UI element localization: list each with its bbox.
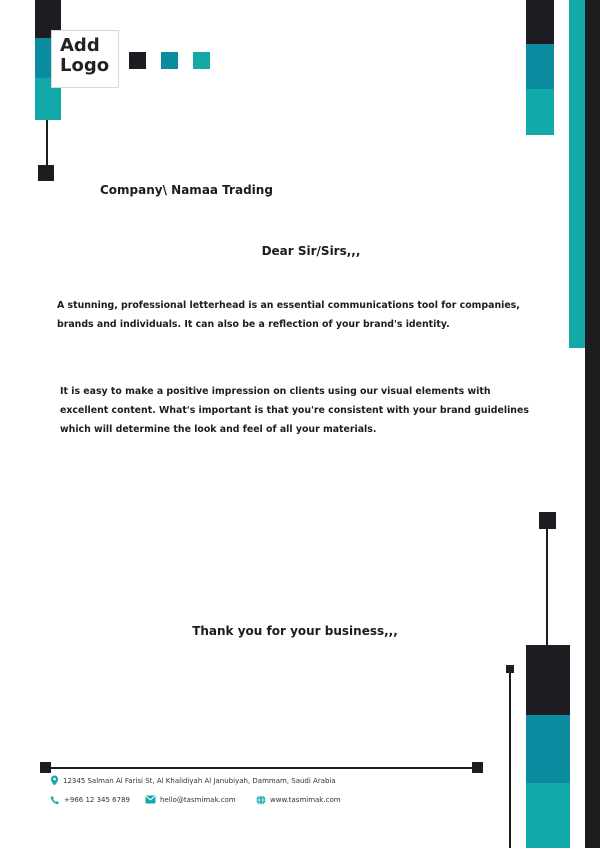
top-left-vertical-line [46,120,48,168]
top-right-teal-block [526,89,554,135]
phone-text: +966 12 345 6789 [64,796,130,804]
bottom-right-square [539,512,556,529]
header-square-blue [161,52,178,69]
body-paragraph-2: It is easy to make a positive impression on clients using our visual elements with excellent content. What's important is that you're consistent with your brand guidelines which will determine the look and feel of all your materials. [60,386,529,435]
address-text: 12345 Salman Al Farisi St, Al Khalidiyah Al Janubiyah, Dammam, Saudi Arabia [63,776,336,785]
logo-line-1: Add [60,35,100,56]
closing-line: Thank you for your business,,, [192,624,398,638]
footer-rule-left-square [40,762,51,773]
logo-line-2: Logo [60,55,110,76]
bottom-right-teal-block [526,783,570,848]
phone-icon [50,795,60,805]
phone-row [50,795,130,805]
company-name: Company\ Namaa Trading [100,183,273,197]
header-square-black [129,52,146,69]
website-text: www.tasmimak.com [270,796,341,804]
website-row [256,795,341,805]
top-right-blue-block [526,44,554,89]
body-paragraph-1: A stunning, professional letterhead is an essential communications tool for companies, brands and individuals. It can also be a reflection of your brand's identity. [57,300,520,330]
bottom-right-dot [506,665,514,673]
header-square-teal [193,52,210,69]
bottom-right-blue-block [526,715,570,783]
top-right-black-block [526,0,554,44]
footer-rule-right-square [472,762,483,773]
footer-rule [48,767,478,769]
email-row [145,795,236,804]
email-text: hello@tasmimak.com [160,795,236,804]
address-row [50,775,336,786]
email-icon [145,795,156,804]
bottom-right-black-block [526,645,570,715]
location-icon [50,775,59,786]
bottom-right-thin-line [509,673,511,848]
logo-text [60,36,109,76]
right-edge-bar [585,0,600,848]
greeting: Dear Sir/Sirs,,, [261,244,361,258]
top-left-square [38,165,54,181]
globe-icon [256,795,266,805]
